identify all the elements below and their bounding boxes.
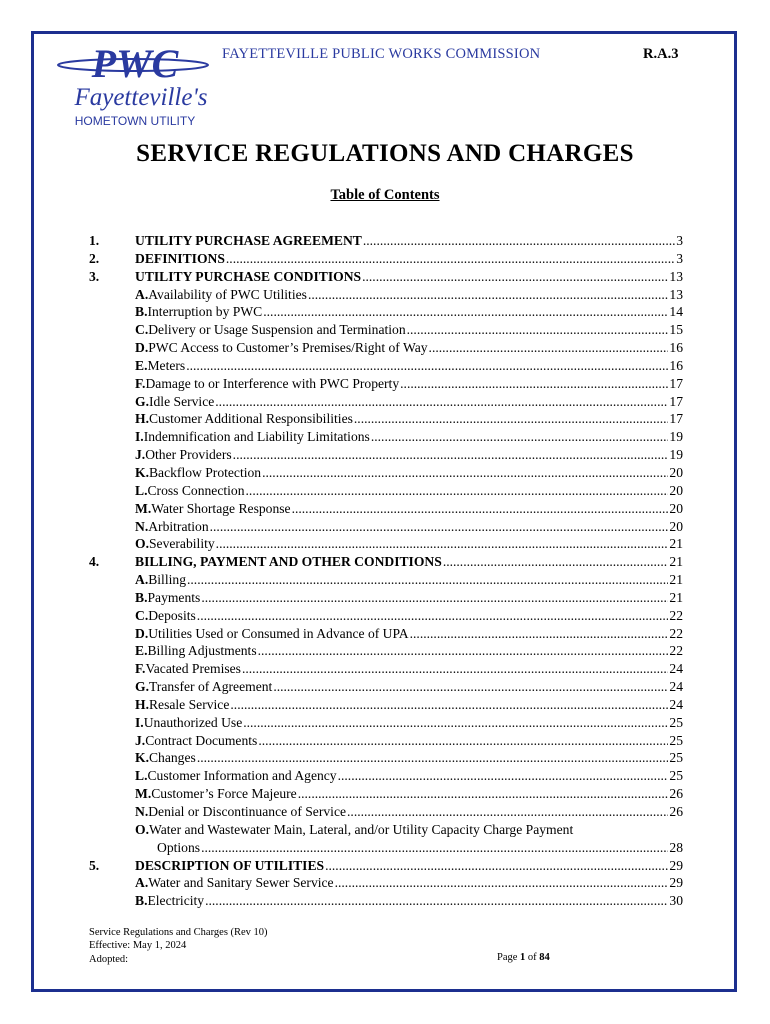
dot-leader — [216, 535, 669, 553]
page-total: 84 — [539, 952, 550, 963]
item-entry — [135, 518, 683, 536]
item-text: Denial or Discontinuance of Service — [148, 804, 347, 819]
toc-item-row[interactable] — [89, 642, 683, 660]
item-letter: O. — [135, 821, 149, 837]
item-entry — [135, 500, 683, 518]
item-letter: H. — [135, 696, 149, 712]
item-text: Resale Service — [148, 696, 230, 712]
item-page: 21 — [669, 536, 683, 552]
toc-item-row[interactable] — [89, 410, 683, 428]
toc-item-row[interactable] — [89, 874, 683, 892]
toc-item-row[interactable] — [89, 749, 683, 767]
item-page: 20 — [669, 482, 683, 498]
section-title: UTILITY PURCHASE AGREEMENT — [135, 233, 362, 248]
dot-leader — [233, 446, 669, 464]
item-text: Deposits — [148, 607, 196, 623]
toc-section-row[interactable] — [89, 250, 683, 268]
dot-leader — [308, 286, 668, 304]
toc-item-row[interactable] — [89, 446, 683, 464]
item-letter: B. — [135, 893, 148, 909]
section-title: UTILITY PURCHASE CONDITIONS — [135, 268, 362, 284]
item-text: Customer Information and Agency — [147, 768, 337, 784]
pwc-logo — [55, 43, 215, 133]
item-entry — [135, 892, 683, 910]
section-page: 21 — [669, 554, 683, 570]
footer-effective: Effective: May 1, 2024 — [89, 940, 187, 952]
toc-item-row[interactable] — [89, 535, 683, 553]
section-page: 13 — [669, 268, 683, 284]
dot-leader — [242, 660, 668, 678]
logo-tagline: HOMETOWN UTILITY — [74, 114, 196, 128]
item-entry — [135, 696, 683, 714]
item-letter: A. — [135, 572, 149, 588]
dot-leader — [201, 839, 668, 857]
toc-item-row[interactable] — [89, 660, 683, 678]
dot-leader — [205, 892, 668, 910]
item-page: 19 — [669, 447, 683, 463]
dot-leader — [215, 393, 668, 411]
item-entry — [135, 464, 683, 482]
item-text: Severability — [148, 536, 215, 552]
toc-item-row[interactable] — [89, 482, 683, 500]
dot-leader — [197, 749, 669, 767]
item-entry — [135, 642, 683, 660]
item-letter: J. — [135, 732, 146, 748]
item-letter: K. — [135, 750, 149, 766]
toc-item-row[interactable] — [89, 732, 683, 750]
dot-leader — [273, 678, 668, 696]
item-page: 22 — [669, 607, 683, 623]
item-letter: A. — [135, 286, 149, 302]
item-text: Vacated Premises — [145, 661, 241, 677]
footer-adopted: Adopted: — [89, 953, 129, 965]
dot-leader — [201, 589, 668, 607]
table-of-contents — [89, 232, 683, 910]
item-entry — [135, 303, 683, 321]
item-page: 21 — [669, 572, 683, 588]
dot-leader — [298, 785, 669, 803]
toc-item-row[interactable] — [89, 500, 683, 518]
item-entry — [135, 321, 683, 339]
item-entry — [135, 482, 683, 500]
item-letter: C. — [135, 322, 149, 338]
toc-item-row[interactable] — [89, 321, 683, 339]
toc-item-row[interactable] — [89, 286, 683, 304]
item-page: 24 — [669, 696, 683, 712]
item-text: Arbitration — [148, 518, 209, 534]
item-entry — [135, 357, 683, 375]
dot-leader — [410, 625, 669, 643]
section-number: 3. — [89, 268, 100, 284]
dot-leader — [429, 339, 669, 357]
dot-leader — [187, 571, 668, 589]
item-text: Other Providers — [145, 447, 232, 463]
section-title: BILLING, PAYMENT AND OTHER CONDITIONS — [135, 554, 442, 570]
toc-item-row[interactable] — [89, 518, 683, 536]
section-title: DESCRIPTION OF UTILITIES — [135, 857, 325, 873]
section-page: 3 — [676, 250, 683, 266]
item-entry — [135, 375, 683, 393]
item-letter: M. — [135, 786, 152, 802]
item-entry — [135, 393, 683, 411]
dot-leader — [362, 268, 668, 286]
item-text: Idle Service — [148, 393, 215, 409]
item-page: 24 — [669, 679, 683, 695]
section-number: 4. — [89, 554, 100, 570]
toc-item-row[interactable] — [89, 625, 683, 643]
toc-item-row[interactable] — [89, 767, 683, 785]
section-page: 3 — [676, 233, 683, 248]
item-page: 21 — [669, 589, 683, 605]
toc-item-row[interactable] — [89, 428, 683, 446]
dot-leader — [347, 803, 668, 821]
footer-revision: Service Regulations and Charges (Rev 10) — [89, 927, 268, 938]
item-page: 30 — [669, 893, 683, 909]
item-text: Availability of PWC Utilities — [148, 286, 307, 302]
item-entry — [135, 874, 683, 892]
item-page: 16 — [669, 357, 683, 373]
item-text: Changes — [148, 750, 196, 766]
dot-leader — [243, 714, 668, 732]
item-text: Transfer of Agreement — [148, 679, 273, 695]
item-text: Cross Connection — [147, 482, 245, 498]
header-code: R.A.3 — [643, 46, 679, 62]
section-entry — [135, 268, 683, 286]
item-letter: M. — [135, 500, 152, 516]
section-entry — [135, 250, 683, 268]
toc-section-row[interactable] — [89, 268, 683, 286]
item-page: 17 — [669, 393, 683, 409]
item-entry — [135, 803, 683, 821]
item-text: PWC Access to Customer’s Premises/Right of Way — [148, 340, 428, 356]
item-text: Indemnification and Liability Limitations — [143, 429, 370, 445]
item-page: 25 — [669, 732, 683, 748]
header-org: FAYETTEVILLE PUBLIC WORKS COMMISSION — [222, 46, 541, 62]
item-letter: L. — [135, 768, 148, 784]
item-letter: J. — [135, 447, 146, 463]
toc-item-continuation[interactable] — [89, 839, 683, 857]
item-letter: H. — [135, 411, 149, 427]
item-text: Water and Sanitary Sewer Service — [148, 875, 334, 891]
item-text: Delivery or Usage Suspension and Termination — [148, 322, 406, 338]
dot-leader — [210, 518, 669, 536]
item-entry — [135, 428, 683, 446]
item-page: 16 — [669, 340, 683, 356]
section-entry — [135, 553, 683, 571]
page-current: 1 — [520, 952, 526, 963]
item-letter: E. — [135, 357, 148, 373]
item-text: Interruption by PWC — [147, 304, 263, 320]
item-letter: F. — [135, 375, 146, 391]
toc-item-row[interactable] — [89, 714, 683, 732]
toc-item-row[interactable] — [89, 607, 683, 625]
page-title: SERVICE REGULATIONS AND CHARGES — [136, 140, 634, 167]
toc-item-row[interactable] — [89, 785, 683, 803]
toc-section-row[interactable] — [89, 857, 683, 875]
dot-leader — [338, 767, 669, 785]
logo-mark: PWC — [91, 43, 179, 86]
toc-item-row[interactable] — [89, 571, 683, 589]
dot-leader — [230, 696, 668, 714]
item-text: Payments — [147, 589, 201, 605]
item-page: 20 — [669, 464, 683, 480]
dot-leader — [292, 500, 669, 518]
page-label: Page — [497, 952, 518, 963]
item-page: 17 — [669, 375, 683, 391]
dot-leader — [263, 303, 668, 321]
section-number: 1. — [89, 233, 100, 248]
item-letter: G. — [135, 393, 149, 409]
toc-heading: Table of Contents — [330, 187, 440, 203]
item-text: Backflow Protection — [148, 464, 262, 480]
item-text: Customer Additional Responsibilities — [148, 411, 353, 427]
dot-leader — [363, 232, 675, 250]
toc-item-row[interactable] — [89, 464, 683, 482]
item-text: Water and Wastewater Main, Lateral, and/or Utility Capacity Charge Payment — [148, 821, 574, 837]
item-entry — [135, 410, 683, 428]
dot-leader — [197, 607, 669, 625]
toc-item-row[interactable] — [89, 696, 683, 714]
toc-item-row[interactable] — [89, 821, 683, 839]
item-letter: D. — [135, 340, 149, 356]
item-entry — [135, 625, 683, 643]
item-page: 19 — [669, 429, 683, 445]
item-page: 17 — [669, 411, 683, 427]
logo-city: Fayetteville's — [74, 84, 208, 111]
item-text: Damage to or Interference with PWC Property — [145, 375, 400, 391]
item-page: 20 — [669, 500, 683, 516]
item-page: 20 — [669, 518, 683, 534]
item-entry — [135, 571, 683, 589]
toc-item-row[interactable] — [89, 357, 683, 375]
item-entry — [135, 749, 683, 767]
dot-leader — [258, 642, 669, 660]
item-page: 25 — [669, 714, 683, 730]
item-entry — [135, 607, 683, 625]
item-text: Contract Documents — [145, 732, 258, 748]
toc-item-row[interactable] — [89, 892, 683, 910]
item-letter: N. — [135, 518, 149, 534]
toc-item-row[interactable] — [89, 393, 683, 411]
toc-item-row[interactable] — [89, 303, 683, 321]
section-page: 29 — [669, 857, 683, 873]
item-letter: E. — [135, 643, 148, 659]
toc-section-row[interactable] — [89, 553, 683, 571]
item-letter: A. — [135, 875, 149, 891]
item-entry — [135, 732, 683, 750]
item-letter: I. — [135, 714, 144, 730]
item-page: 15 — [669, 322, 683, 338]
item-text: Electricity — [147, 893, 205, 909]
item-letter: K. — [135, 464, 149, 480]
item-letter: B. — [135, 304, 148, 320]
item-page: 26 — [669, 786, 683, 802]
dot-leader — [258, 732, 668, 750]
item-entry — [135, 821, 683, 839]
item-letter: I. — [135, 429, 144, 445]
item-entry — [135, 678, 683, 696]
item-text: Utilities Used or Consumed in Advance of UPA — [148, 625, 409, 641]
toc-section-row[interactable] — [89, 232, 683, 250]
item-page: 25 — [669, 750, 683, 766]
item-text: Billing Adjustments — [147, 643, 257, 659]
item-page: 14 — [669, 304, 683, 320]
item-text: Billing — [148, 572, 186, 588]
item-entry — [135, 660, 683, 678]
dot-leader — [186, 357, 668, 375]
dot-leader — [407, 321, 669, 339]
dot-leader — [400, 375, 668, 393]
dot-leader — [325, 857, 668, 875]
item-page: 26 — [669, 804, 683, 819]
item-page: 13 — [669, 286, 683, 302]
toc-item-row[interactable] — [89, 375, 683, 393]
item-page: 25 — [669, 768, 683, 784]
item-letter: L. — [135, 482, 148, 498]
item-page: 22 — [669, 625, 683, 641]
item-entry — [135, 767, 683, 785]
footer-page-number — [497, 952, 550, 963]
section-entry — [135, 857, 683, 875]
item-letter: C. — [135, 607, 149, 623]
item-letter: F. — [135, 661, 146, 677]
item-entry — [135, 535, 683, 553]
footer-info — [89, 926, 268, 966]
item-letter: N. — [135, 804, 149, 819]
dot-leader — [262, 464, 668, 482]
item-text: Water Shortage Response — [151, 500, 291, 516]
item-entry — [135, 446, 683, 464]
dot-leader — [371, 428, 669, 446]
toc-item-row[interactable] — [89, 339, 683, 357]
item-entry — [135, 714, 683, 732]
item-entry — [135, 785, 683, 803]
item-text: Customer’s Force Majeure — [151, 786, 297, 802]
toc-item-row[interactable] — [89, 589, 683, 607]
section-number: 2. — [89, 250, 100, 266]
item-letter: G. — [135, 679, 149, 695]
item-letter: B. — [135, 589, 148, 605]
item-text-continued: Options — [157, 839, 201, 855]
item-text: Meters — [147, 357, 186, 373]
item-letter: O. — [135, 536, 149, 552]
item-entry — [135, 589, 683, 607]
item-page: 22 — [669, 643, 683, 659]
dot-leader — [335, 874, 669, 892]
item-entry — [135, 339, 683, 357]
item-page: 29 — [669, 875, 683, 891]
item-page: 28 — [669, 839, 683, 855]
item-entry-continued — [157, 839, 683, 857]
section-entry — [135, 232, 683, 250]
item-page: 24 — [669, 661, 683, 677]
dot-leader — [246, 482, 669, 500]
dot-leader — [226, 250, 675, 268]
item-text: Unauthorized Use — [143, 714, 243, 730]
page-of: of — [527, 952, 537, 963]
item-letter: D. — [135, 625, 149, 641]
dot-leader — [443, 553, 669, 571]
toc-item-row[interactable] — [89, 678, 683, 696]
toc-item-row[interactable] — [89, 803, 683, 821]
section-number: 5. — [89, 857, 100, 873]
item-entry — [135, 286, 683, 304]
dot-leader — [354, 410, 669, 428]
section-title: DEFINITIONS — [135, 250, 225, 266]
